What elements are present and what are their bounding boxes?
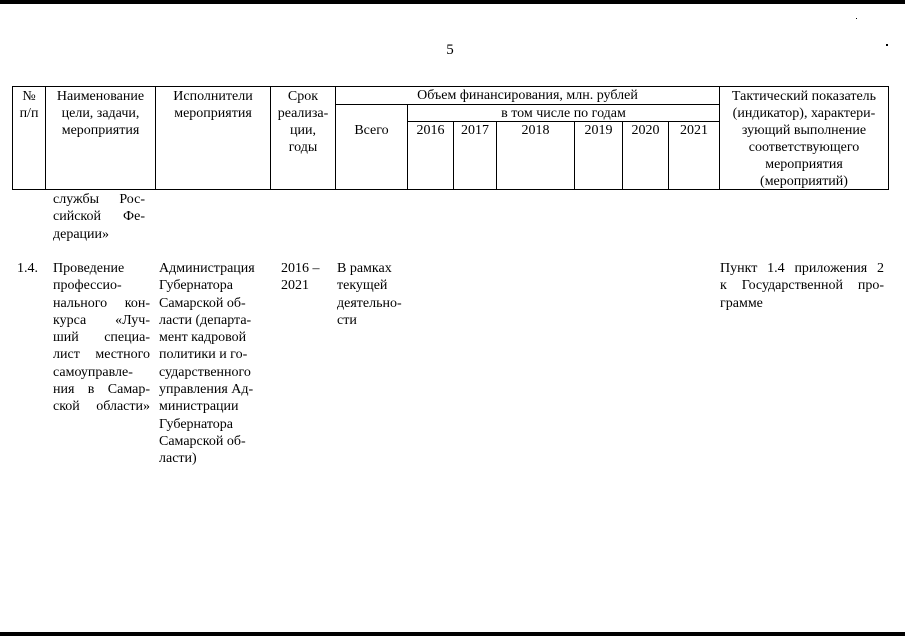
scan-speck bbox=[856, 18, 857, 19]
row-1-4-number: 1.4. bbox=[17, 261, 38, 276]
row-1-4-indicator: Пункт 1.4 приложения 2 к Государственной про- грамме bbox=[720, 261, 884, 311]
header-year-2019: 2019 bbox=[584, 123, 613, 138]
header-funding-title: Объем финансирования, млн. рублей bbox=[417, 88, 638, 103]
header-year-2021: 2021 bbox=[680, 123, 708, 138]
scan-border-bottom bbox=[0, 632, 905, 636]
header-year-2016: 2016 bbox=[416, 123, 445, 138]
page-number: 5 bbox=[446, 42, 454, 58]
header-number-col: № п/п bbox=[19, 89, 39, 121]
header-indicator-col: Тактический показатель (индикатор), характери- зующий выполнение соответствующего мероприятия (мероприятий) bbox=[731, 89, 877, 189]
header-total-col: Всего bbox=[354, 123, 389, 138]
header-year-2017: 2017 bbox=[461, 123, 489, 138]
scan-speck bbox=[886, 44, 888, 46]
row-1-4-executors: Администрация Губернатора Самарской об- ласти (департа- мент кадровой политики и го- сударственного управления Ад- министрации Губернатора Самарской об- ласти) bbox=[159, 261, 255, 467]
table-header bbox=[12, 86, 889, 190]
row-1-4-term: 2016 – 2021 bbox=[281, 261, 320, 294]
header-name-col: Наименование цели, задачи, мероприятия bbox=[56, 89, 145, 138]
header-year-2018: 2018 bbox=[521, 123, 550, 138]
header-year-2020: 2020 bbox=[631, 123, 660, 138]
continuation-name-cell: службы Рос- сийской Фе- дерации» bbox=[53, 192, 145, 242]
header-executors-col: Исполнители мероприятия bbox=[173, 89, 253, 121]
row-1-4-name: Проведение профессио- нального кон- курса «Луч- ший специа- лист местного самоуправле- ния в Самар- ской области» bbox=[53, 261, 150, 415]
header-term-col: Срок реализа- ции, годы bbox=[277, 89, 329, 155]
scan-border-top bbox=[0, 0, 905, 4]
row-1-4-funding: В рамках текущей деятельно- сти bbox=[337, 261, 402, 328]
header-by-years: в том числе по годам bbox=[501, 106, 626, 121]
